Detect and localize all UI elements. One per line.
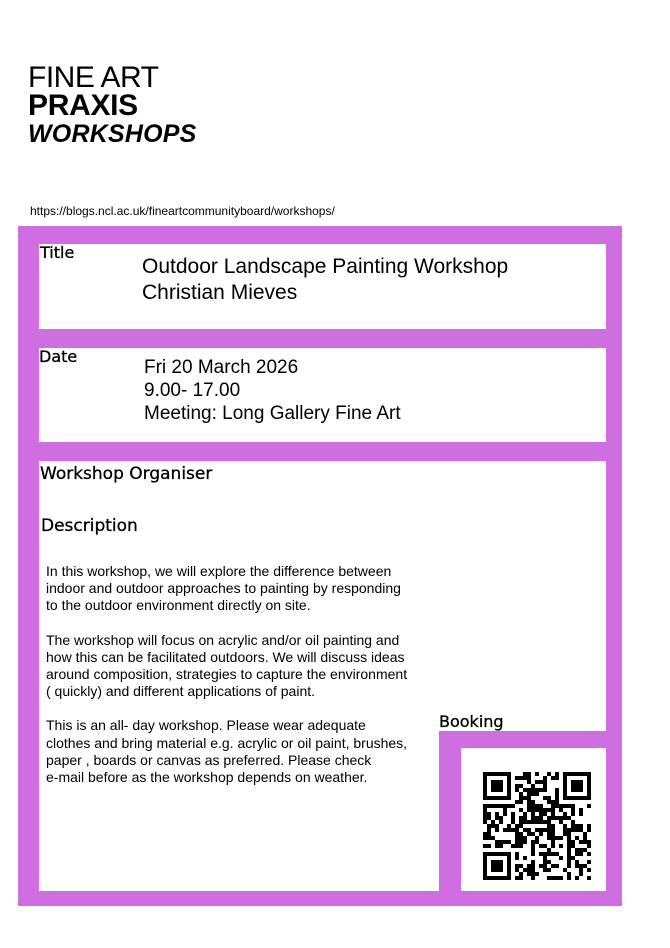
workshop-title-line2: Christian Mieves bbox=[142, 281, 298, 304]
workshops-url[interactable]: https://blogs.ncl.ac.uk/fineartcommunityboard/workshops/ bbox=[30, 204, 335, 218]
description-paragraph-2: The workshop will focus on acrylic and/or oil painting and how this can be facilitated outdoors. We will discuss ideas around composition, strategies to capture the environment ( quickly) and different applications of paint. bbox=[46, 631, 408, 700]
logo-line-praxis: PRAXIS bbox=[28, 89, 138, 122]
date-label: Date bbox=[39, 347, 78, 366]
logo-line-workshops: WORKSHOPS bbox=[28, 120, 197, 148]
description-paragraph-3: This is an all- day workshop. Please wear adequate clothes and bring material e.g. acrylic or oil paint, brushes, paper , boards or canvas as preferred. Please check e-mail before as the workshop depends on weather. bbox=[46, 717, 408, 786]
title-label: Title bbox=[40, 243, 75, 262]
description-label: Description bbox=[41, 516, 138, 536]
workshop-title bbox=[142, 254, 508, 306]
description-paragraph-1: In this workshop, we will explore the difference between indoor and outdoor approaches to painting by responding to the outdoor environment directly on site. bbox=[46, 563, 401, 614]
logo-line-fine-art: FINE ART bbox=[28, 61, 159, 94]
date-details bbox=[144, 356, 401, 425]
workshop-title-line1: Outdoor Landscape Painting Workshop bbox=[142, 255, 509, 278]
workshop-time: 9.00- 17.00 bbox=[144, 380, 241, 401]
meeting-location: Meeting: Long Gallery Fine Art bbox=[144, 403, 401, 424]
workshop-date: Fri 20 March 2026 bbox=[144, 357, 299, 378]
description-text bbox=[46, 563, 438, 803]
organiser-label: Workshop Organiser bbox=[40, 464, 213, 484]
qr-code-icon[interactable] bbox=[483, 772, 591, 880]
booking-label: Booking bbox=[439, 712, 504, 731]
